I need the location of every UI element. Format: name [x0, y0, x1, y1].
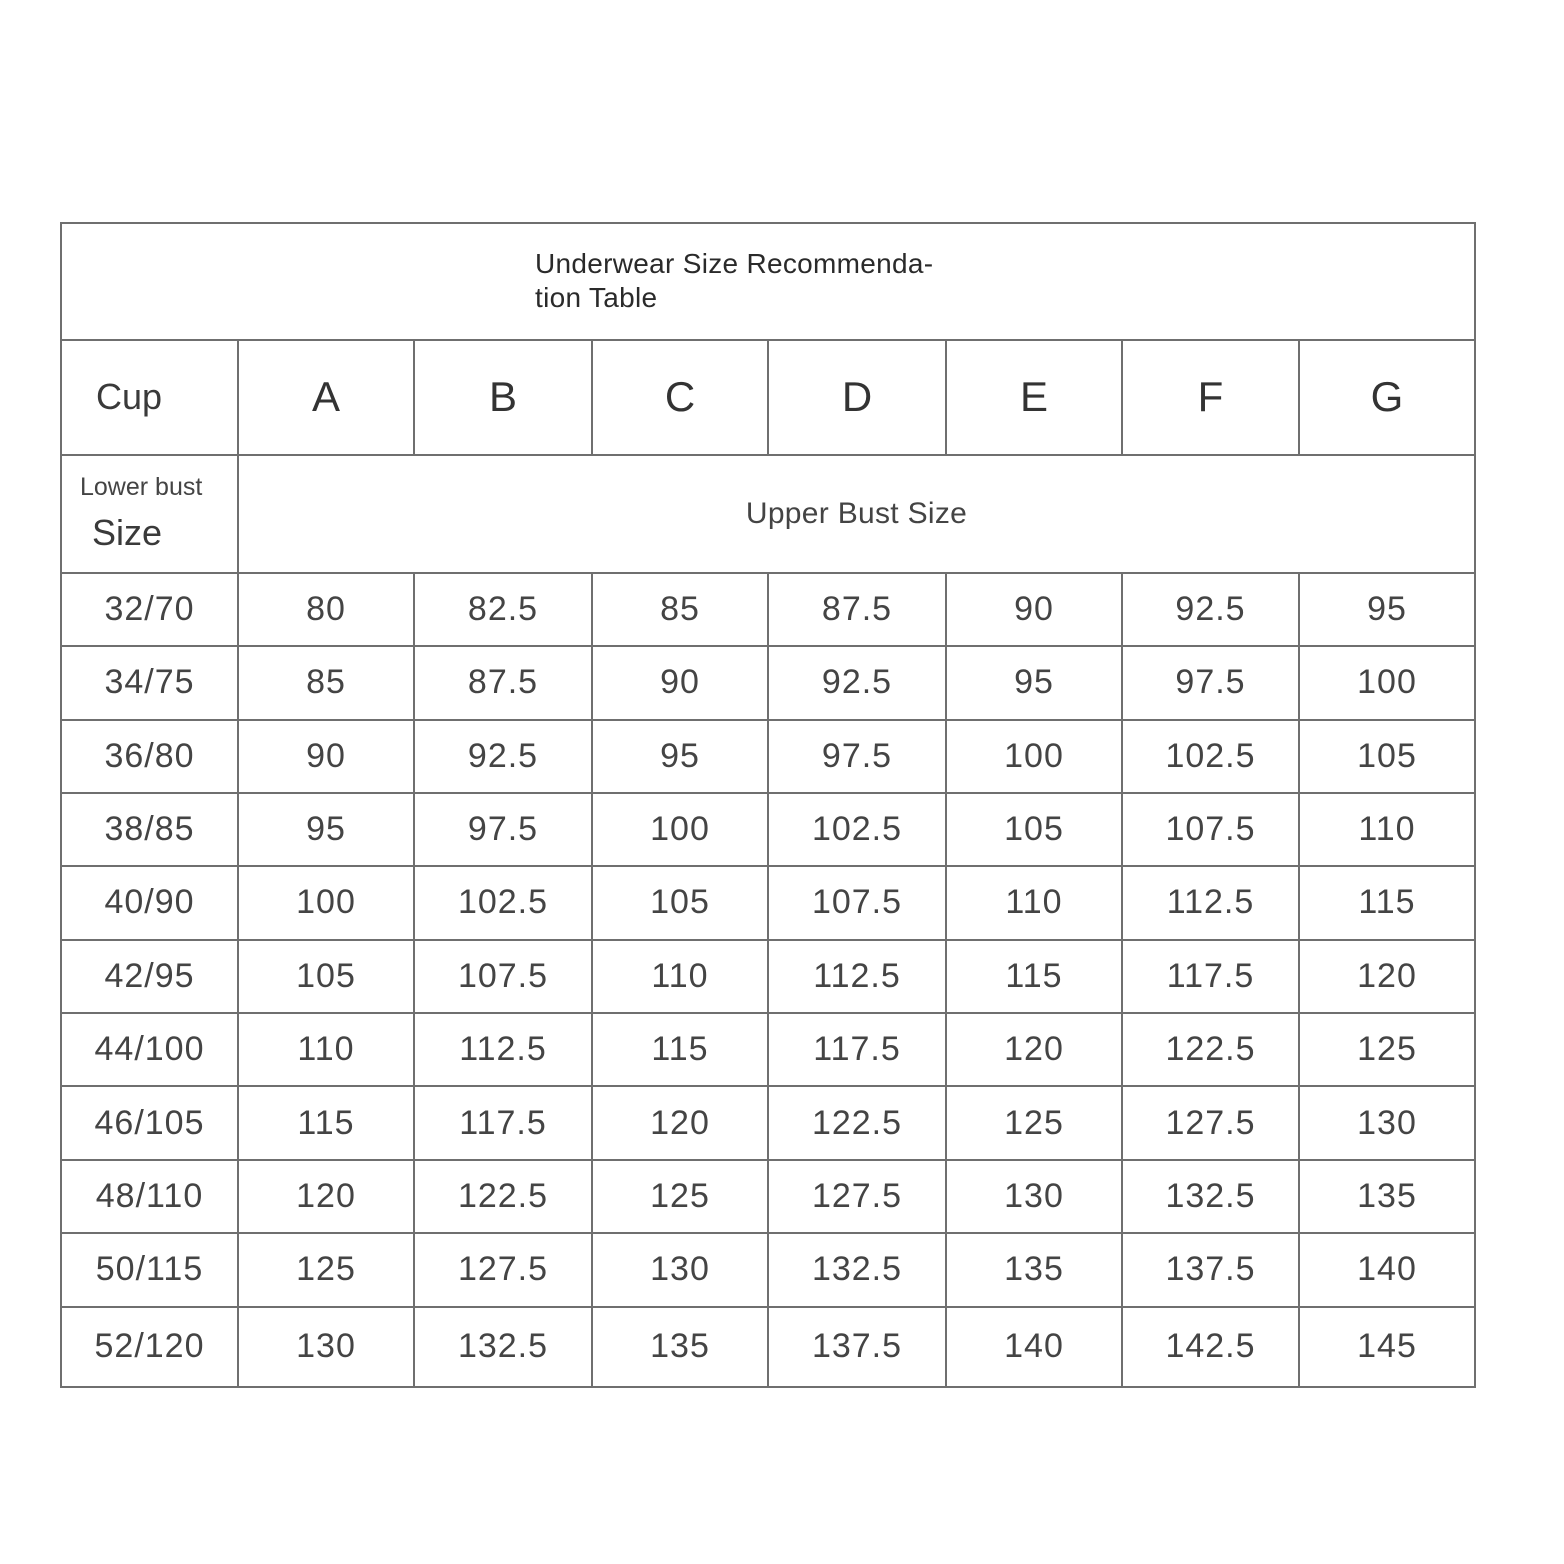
- upper-bust-value-cup-b: 82.5: [414, 573, 592, 646]
- table-row: [61, 793, 1475, 866]
- upper-bust-value-cup-a: 95: [238, 793, 414, 866]
- upper-bust-value-cup-e: 105: [946, 793, 1122, 866]
- upper-bust-value-cup-c: 135: [592, 1307, 768, 1387]
- upper-bust-value-cup-f: 117.5: [1122, 940, 1299, 1013]
- table-row: [61, 573, 1475, 646]
- upper-bust-value-cup-a: 90: [238, 720, 414, 793]
- size-recommendation-table: [60, 222, 1476, 1388]
- upper-bust-value-cup-b: 107.5: [414, 940, 592, 1013]
- table-row: [61, 720, 1475, 793]
- upper-bust-value-cup-b: 97.5: [414, 793, 592, 866]
- upper-bust-value-cup-e: 115: [946, 940, 1122, 1013]
- table-row: [61, 1307, 1475, 1387]
- lower-bust-size-value: 50/115: [61, 1233, 238, 1306]
- lower-bust-size-value: 48/110: [61, 1160, 238, 1233]
- upper-bust-value-cup-a: 105: [238, 940, 414, 1013]
- upper-bust-value-cup-d: 87.5: [768, 573, 946, 646]
- cup-header-row: [61, 340, 1475, 456]
- upper-bust-value-cup-c: 115: [592, 1013, 768, 1086]
- lower-bust-size-value: 36/80: [61, 720, 238, 793]
- upper-bust-value-cup-c: 95: [592, 720, 768, 793]
- lower-bust-size-cell: [61, 455, 238, 573]
- upper-bust-value-cup-f: 127.5: [1122, 1086, 1299, 1159]
- upper-bust-value-cup-b: 102.5: [414, 866, 592, 939]
- upper-bust-value-cup-g: 115: [1299, 866, 1475, 939]
- upper-bust-value-cup-g: 125: [1299, 1013, 1475, 1086]
- upper-bust-value-cup-e: 95: [946, 646, 1122, 719]
- upper-bust-value-cup-g: 110: [1299, 793, 1475, 866]
- upper-bust-value-cup-f: 142.5: [1122, 1307, 1299, 1387]
- upper-bust-value-cup-d: 112.5: [768, 940, 946, 1013]
- table-title: Underwear Size Recommenda- tion Table: [535, 248, 934, 314]
- upper-bust-value-cup-e: 125: [946, 1086, 1122, 1159]
- cup-header-c: C: [592, 340, 768, 456]
- lower-bust-size-value: 32/70: [61, 573, 238, 646]
- upper-bust-value-cup-b: 92.5: [414, 720, 592, 793]
- upper-bust-value-cup-d: 97.5: [768, 720, 946, 793]
- table-row: [61, 1086, 1475, 1159]
- table-row: [61, 1013, 1475, 1086]
- upper-bust-value-cup-c: 105: [592, 866, 768, 939]
- upper-bust-value-cup-a: 85: [238, 646, 414, 719]
- upper-bust-value-cup-b: 132.5: [414, 1307, 592, 1387]
- upper-bust-value-cup-f: 122.5: [1122, 1013, 1299, 1086]
- upper-bust-value-cup-d: 107.5: [768, 866, 946, 939]
- table-body: [61, 223, 1475, 1387]
- upper-bust-value-cup-e: 90: [946, 573, 1122, 646]
- upper-bust-value-cup-c: 90: [592, 646, 768, 719]
- upper-bust-value-cup-d: 92.5: [768, 646, 946, 719]
- upper-bust-value-cup-f: 137.5: [1122, 1233, 1299, 1306]
- upper-bust-value-cup-f: 97.5: [1122, 646, 1299, 719]
- upper-bust-value-cup-e: 100: [946, 720, 1122, 793]
- upper-bust-value-cup-g: 130: [1299, 1086, 1475, 1159]
- upper-bust-value-cup-c: 130: [592, 1233, 768, 1306]
- upper-bust-value-cup-g: 140: [1299, 1233, 1475, 1306]
- table-row: [61, 1233, 1475, 1306]
- bust-label-row: [61, 455, 1475, 573]
- upper-bust-value-cup-e: 140: [946, 1307, 1122, 1387]
- upper-bust-value-cup-d: 122.5: [768, 1086, 946, 1159]
- upper-bust-value-cup-a: 120: [238, 1160, 414, 1233]
- upper-bust-value-cup-f: 92.5: [1122, 573, 1299, 646]
- lower-bust-size-value: 38/85: [61, 793, 238, 866]
- cup-header-f: F: [1122, 340, 1299, 456]
- upper-bust-value-cup-d: 137.5: [768, 1307, 946, 1387]
- upper-bust-value-cup-g: 105: [1299, 720, 1475, 793]
- cup-header-d: D: [768, 340, 946, 456]
- upper-bust-value-cup-e: 135: [946, 1233, 1122, 1306]
- upper-bust-value-cup-e: 130: [946, 1160, 1122, 1233]
- upper-bust-value-cup-d: 117.5: [768, 1013, 946, 1086]
- upper-bust-value-cup-f: 132.5: [1122, 1160, 1299, 1233]
- upper-bust-value-cup-g: 120: [1299, 940, 1475, 1013]
- upper-bust-value-cup-d: 127.5: [768, 1160, 946, 1233]
- upper-bust-value-cup-g: 95: [1299, 573, 1475, 646]
- lower-bust-size-value: 34/75: [61, 646, 238, 719]
- upper-bust-value-cup-a: 130: [238, 1307, 414, 1387]
- upper-bust-value-cup-b: 122.5: [414, 1160, 592, 1233]
- upper-bust-value-cup-a: 80: [238, 573, 414, 646]
- lower-bust-size-value: 44/100: [61, 1013, 238, 1086]
- lower-bust-size-value: 46/105: [61, 1086, 238, 1159]
- upper-bust-value-cup-d: 132.5: [768, 1233, 946, 1306]
- lower-bust-size-label: Size: [92, 512, 163, 554]
- cup-header-a: A: [238, 340, 414, 456]
- lower-bust-size-value: 52/120: [61, 1307, 238, 1387]
- upper-bust-size-label: Upper Bust Size: [745, 496, 968, 530]
- lower-bust-size-value: 42/95: [61, 940, 238, 1013]
- upper-bust-value-cup-a: 100: [238, 866, 414, 939]
- cup-header-e: E: [946, 340, 1122, 456]
- upper-bust-value-cup-e: 110: [946, 866, 1122, 939]
- lower-bust-label: Lower bust: [80, 473, 203, 502]
- upper-bust-value-cup-e: 120: [946, 1013, 1122, 1086]
- upper-bust-value-cup-b: 127.5: [414, 1233, 592, 1306]
- upper-bust-value-cup-a: 110: [238, 1013, 414, 1086]
- title-row: [61, 223, 1475, 340]
- upper-bust-value-cup-g: 135: [1299, 1160, 1475, 1233]
- upper-bust-value-cup-f: 102.5: [1122, 720, 1299, 793]
- table-row: [61, 940, 1475, 1013]
- upper-bust-size-cell: [238, 455, 1475, 573]
- upper-bust-value-cup-b: 87.5: [414, 646, 592, 719]
- upper-bust-value-cup-b: 117.5: [414, 1086, 592, 1159]
- lower-bust-size-value: 40/90: [61, 866, 238, 939]
- title-cell: [61, 223, 1475, 340]
- upper-bust-value-cup-c: 120: [592, 1086, 768, 1159]
- cup-label: Cup: [61, 340, 238, 456]
- upper-bust-value-cup-g: 145: [1299, 1307, 1475, 1387]
- upper-bust-value-cup-c: 125: [592, 1160, 768, 1233]
- cup-header-b: B: [414, 340, 592, 456]
- upper-bust-value-cup-c: 100: [592, 793, 768, 866]
- upper-bust-value-cup-f: 112.5: [1122, 866, 1299, 939]
- upper-bust-value-cup-a: 125: [238, 1233, 414, 1306]
- upper-bust-value-cup-f: 107.5: [1122, 793, 1299, 866]
- table-row: [61, 646, 1475, 719]
- table-row: [61, 1160, 1475, 1233]
- upper-bust-value-cup-a: 115: [238, 1086, 414, 1159]
- upper-bust-value-cup-g: 100: [1299, 646, 1475, 719]
- table-row: [61, 866, 1475, 939]
- upper-bust-value-cup-c: 110: [592, 940, 768, 1013]
- upper-bust-value-cup-d: 102.5: [768, 793, 946, 866]
- cup-header-g: G: [1299, 340, 1475, 456]
- upper-bust-value-cup-b: 112.5: [414, 1013, 592, 1086]
- upper-bust-value-cup-c: 85: [592, 573, 768, 646]
